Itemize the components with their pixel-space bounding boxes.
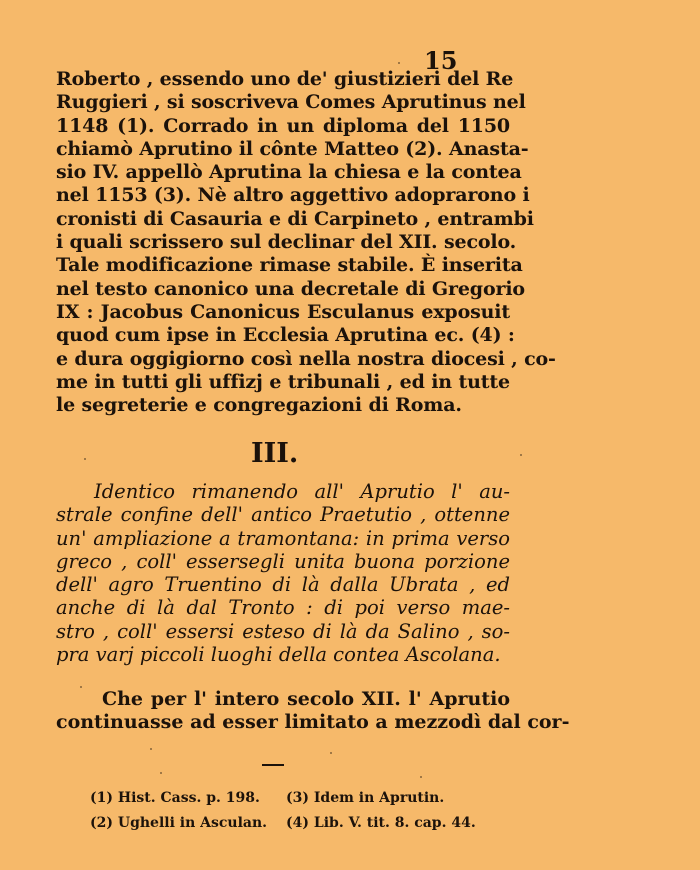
text-line: me in tutti gli uffizj e tribunali , ed in tutte [56, 370, 510, 393]
paper-speck [80, 686, 82, 688]
paper-speck [150, 748, 152, 750]
footnote-row [90, 786, 486, 811]
text-line: Roberto , essendo uno de' giustizieri del Re [56, 68, 514, 90]
text-line: IX : Jacobus Canonicus Esculanus exposuit [56, 300, 510, 323]
text-line: continuasse ad esser limitato a mezzodì dal cor- [56, 711, 570, 734]
text-line: i quali scrissero sul declinar del XII. secolo. [56, 231, 517, 254]
text-line: le segreterie e congregazioni di Roma. [56, 394, 462, 417]
paper-speck [520, 454, 522, 456]
footnote-divider [262, 764, 284, 766]
text-line: 1148 (1). Corrado in un diploma del 1150 [56, 114, 510, 137]
paragraph-section-summary [56, 480, 510, 666]
text-line: stro , coll' essersi esteso di là da Salino , so- [56, 619, 510, 643]
text-line: greco , coll' essersegli unita buona porzione [56, 549, 510, 573]
text-line: chiamò Aprutino il cônte Matteo (2). Anasta- [56, 137, 529, 160]
text-line: nel testo canonico una decretale di Gregorio [56, 277, 525, 300]
footnote-1: (1) Hist. Cass. p. 198. [90, 790, 260, 806]
paper-speck [160, 772, 162, 774]
footnotes [90, 786, 486, 836]
text-line: e dura oggigiorno così nella nostra diocesi , co- [56, 347, 556, 370]
paper-speck [398, 62, 400, 64]
paper-speck [330, 752, 332, 754]
text-line: dell' agro Truentino di là dalla Ubrata , ed [56, 573, 510, 597]
paper-speck [84, 458, 86, 460]
text-line: sio IV. appellò Aprutina la chiesa e la contea [56, 161, 522, 184]
text-line: Ruggieri , si soscriveva Comes Aprutinus nel [56, 91, 526, 114]
section-heading: III. [251, 438, 299, 469]
text-line: nel 1153 (3). Nè altro aggettivo adoprarono i [56, 184, 530, 207]
text-line: quod cum ipse in Ecclesia Aprutina ec. (4) : [56, 324, 515, 347]
footnote-4: (4) Lib. V. tit. 8. cap. 44. [286, 815, 476, 831]
footnote-row [90, 811, 486, 836]
paper-speck [420, 776, 422, 778]
text-line: Identico rimanendo all' Aprutio l' au- [94, 480, 510, 503]
footnote-3: (3) Idem in Aprutin. [286, 790, 445, 806]
text-line: anche di là dal Tronto : di poi verso mae- [56, 596, 510, 620]
paragraph-che-per [56, 688, 570, 735]
text-line: Che per l' intero secolo XII. l' Aprutio [102, 688, 510, 710]
footnote-2: (2) Ughelli in Asculan. [90, 815, 268, 831]
text-line: Tale modificazione rimase stabile. È inserita [56, 254, 523, 277]
text-line: cronisti di Casauria e di Carpineto , entrambi [56, 207, 534, 230]
paragraph-roberto [56, 68, 556, 417]
text-line: un' ampliazione a tramontana: in prima verso [56, 526, 510, 550]
page-number: 15 [424, 46, 458, 75]
text-line: pra varj piccoli luoghi della contea Ascolana. [56, 643, 501, 667]
text-line: strale confine dell' antico Praetutio , ottenne [56, 503, 510, 527]
